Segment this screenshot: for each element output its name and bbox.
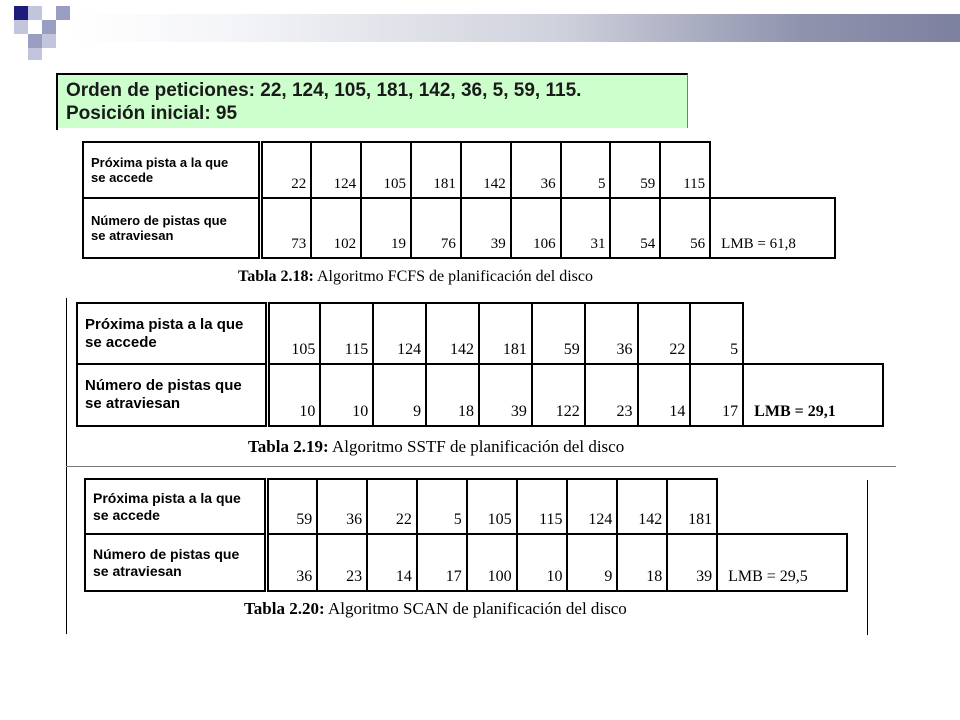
sstf-table xyxy=(76,302,884,427)
crossed-cell: 19 xyxy=(361,198,411,258)
row-label-line: se atraviesan xyxy=(91,228,174,243)
scan-table xyxy=(84,478,848,592)
crossed-cell: 23 xyxy=(585,364,638,426)
deco-square-dark xyxy=(14,6,28,20)
crossed-cell: 14 xyxy=(367,534,417,591)
track-cell: 115 xyxy=(320,303,373,364)
crossed-cell: 10 xyxy=(320,364,373,426)
crossed-cell: 54 xyxy=(610,198,660,258)
deco-square-light xyxy=(14,20,28,34)
row-label-line: se atraviesan xyxy=(85,395,181,412)
track-cell: 59 xyxy=(266,479,317,534)
crossed-cell: 10 xyxy=(267,364,320,426)
crossed-cell: 106 xyxy=(511,198,561,258)
deco-square-mid xyxy=(28,34,42,48)
row-label-line: se accede xyxy=(91,170,154,185)
empty-cell xyxy=(743,303,883,364)
scan-divider xyxy=(66,466,896,467)
track-cell: 115 xyxy=(517,479,568,534)
track-cell: 22 xyxy=(367,479,417,534)
track-cell: 124 xyxy=(311,142,361,198)
table-row xyxy=(83,198,835,258)
deco-square-white xyxy=(28,20,42,34)
track-cell: 5 xyxy=(417,479,467,534)
scan-caption xyxy=(244,599,627,619)
row-label-line: se atraviesan xyxy=(93,562,182,579)
crossed-cell: 18 xyxy=(426,364,479,426)
row-label-line: Número de pistas que xyxy=(85,377,242,394)
track-cell: 22 xyxy=(260,142,311,198)
row-label xyxy=(77,303,267,364)
deco-square-light xyxy=(42,34,56,48)
crossed-cell: 39 xyxy=(461,198,511,258)
crossed-cell: 9 xyxy=(373,364,426,426)
row-label-line: Número de pistas que xyxy=(93,545,240,562)
deco-square-mid xyxy=(42,20,56,34)
crossed-cell: 39 xyxy=(479,364,532,426)
row-label-line: Próxima pista a la que xyxy=(85,315,244,333)
crossed-cell: 122 xyxy=(532,364,585,426)
deco-square-white xyxy=(42,6,56,20)
track-cell: 142 xyxy=(461,142,511,198)
row-label xyxy=(85,479,266,534)
track-cell: 124 xyxy=(373,303,426,364)
caption-text: Algoritmo SSTF de planificación del disco xyxy=(331,437,625,456)
crossed-cell: 31 xyxy=(561,198,611,258)
track-cell: 22 xyxy=(638,303,691,364)
empty-cell xyxy=(717,479,847,534)
track-cell: 36 xyxy=(317,479,367,534)
crossed-cell: 73 xyxy=(260,198,311,258)
crossed-cell: 10 xyxy=(517,534,568,591)
crossed-cell: 23 xyxy=(317,534,367,591)
row-label xyxy=(85,534,266,591)
crossed-cell: 17 xyxy=(690,364,743,426)
fcfs-table xyxy=(82,141,836,259)
track-cell: 115 xyxy=(660,142,710,198)
row-label xyxy=(77,364,267,426)
track-cell: 36 xyxy=(585,303,638,364)
track-cell: 142 xyxy=(426,303,479,364)
crossed-cell: 36 xyxy=(266,534,317,591)
title-bar-gradient xyxy=(70,14,960,42)
row-label-line: se accede xyxy=(85,333,157,351)
caption-text: Algoritmo FCFS de planificación del disco xyxy=(317,268,593,285)
crossed-cell: 14 xyxy=(638,364,691,426)
row-label xyxy=(83,198,260,258)
row-label xyxy=(83,142,260,198)
table-row xyxy=(77,364,883,426)
lmb-cell: LMB = 29,5 xyxy=(717,534,847,591)
table-row xyxy=(85,479,847,534)
table-row xyxy=(83,142,835,198)
row-label-line: Próxima pista a la que xyxy=(91,155,229,170)
track-cell: 181 xyxy=(411,142,461,198)
row-label-line: Número de pistas que xyxy=(91,213,227,228)
track-cell: 105 xyxy=(467,479,517,534)
track-cell: 181 xyxy=(667,479,717,534)
crossed-cell: 100 xyxy=(467,534,517,591)
request-order-line: Orden de peticiones: 22, 124, 105, 181, 142, 36, 5, 59, 115. xyxy=(66,80,582,101)
table-row xyxy=(85,534,847,591)
row-label-line: Próxima pista a la que xyxy=(93,489,241,506)
deco-square-light xyxy=(28,6,42,20)
caption-label: Tabla 2.19: xyxy=(248,437,329,456)
track-cell: 181 xyxy=(479,303,532,364)
caption-label: Tabla 2.20: xyxy=(244,599,325,618)
caption-label: Tabla 2.18: xyxy=(238,268,314,285)
lmb-cell: LMB = 61,8 xyxy=(710,198,835,258)
crossed-cell: 9 xyxy=(567,534,617,591)
track-cell: 105 xyxy=(361,142,411,198)
track-cell: 5 xyxy=(690,303,743,364)
row-label-line: se accede xyxy=(93,506,160,523)
track-cell: 5 xyxy=(561,142,611,198)
table-row xyxy=(77,303,883,364)
request-order-box xyxy=(56,73,688,128)
track-cell: 105 xyxy=(267,303,320,364)
caption-text: Algoritmo SCAN de planificación del disco xyxy=(327,599,627,618)
track-cell: 36 xyxy=(511,142,561,198)
header-box-edge xyxy=(56,73,58,130)
fcfs-caption xyxy=(238,268,593,286)
initial-position-line: Posición inicial: 95 xyxy=(66,103,238,124)
crossed-cell: 39 xyxy=(667,534,717,591)
scan-right-border xyxy=(867,480,868,635)
lmb-cell: LMB = 29,1 xyxy=(743,364,883,426)
track-cell: 142 xyxy=(617,479,667,534)
empty-cell xyxy=(710,142,835,198)
track-cell: 124 xyxy=(567,479,617,534)
crossed-cell: 76 xyxy=(411,198,461,258)
track-cell: 59 xyxy=(610,142,660,198)
crossed-cell: 18 xyxy=(617,534,667,591)
track-cell: 59 xyxy=(532,303,585,364)
crossed-cell: 102 xyxy=(311,198,361,258)
deco-square-mid xyxy=(56,6,70,20)
crossed-cell: 17 xyxy=(417,534,467,591)
crossed-cell: 56 xyxy=(660,198,710,258)
sstf-caption xyxy=(248,437,624,457)
deco-square-light xyxy=(28,48,42,60)
